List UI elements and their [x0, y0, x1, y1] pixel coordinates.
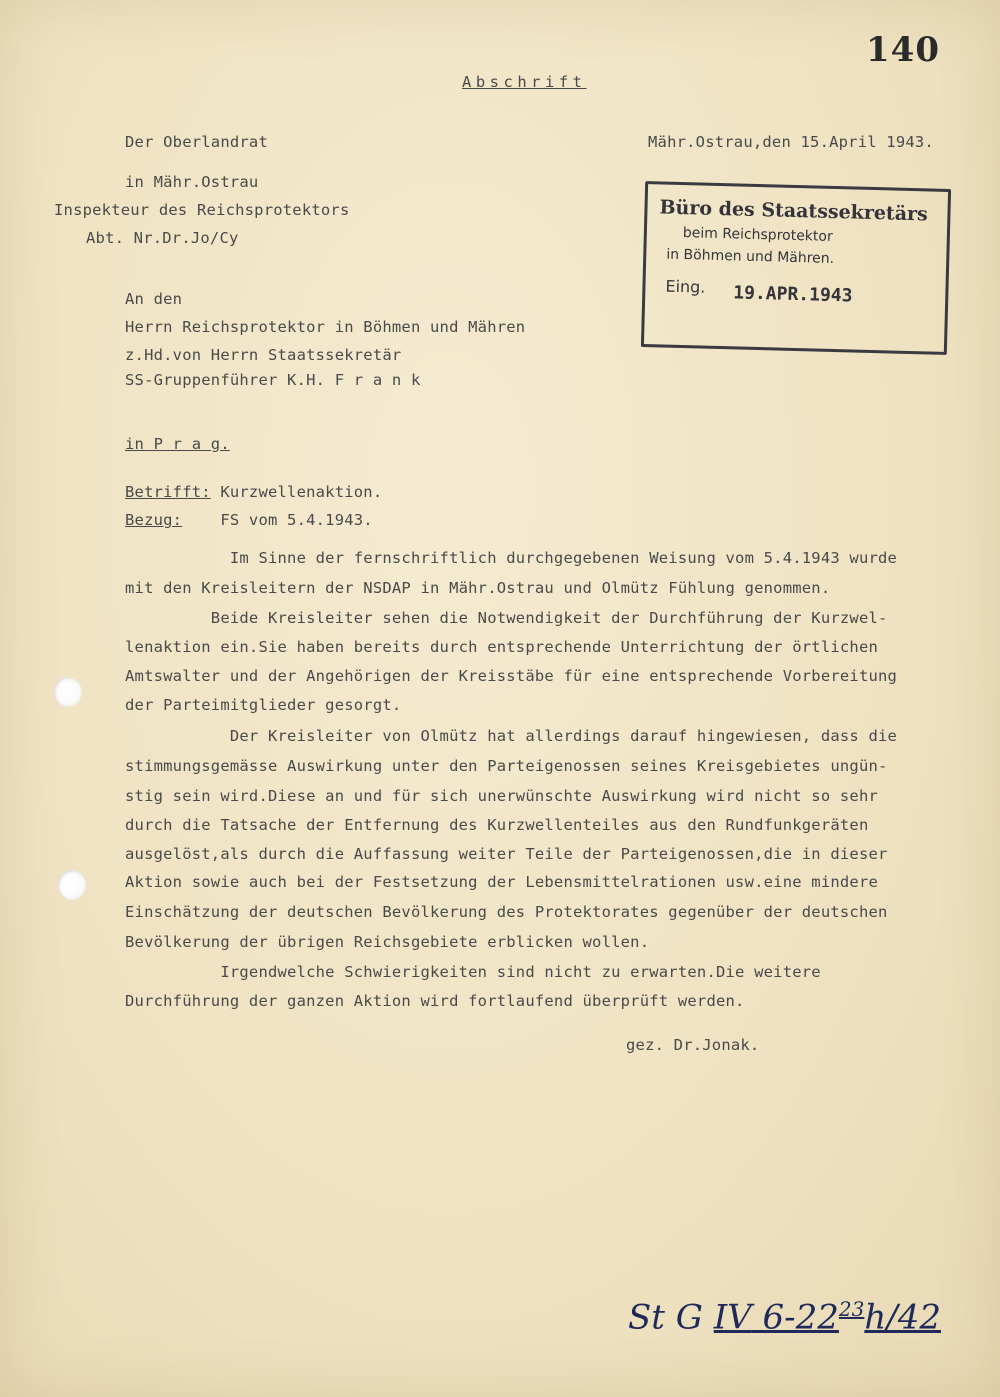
- handwritten-prefix: St G: [628, 1297, 714, 1338]
- subject-line: [125, 482, 382, 502]
- handwritten-sup: 23: [838, 1297, 865, 1321]
- stamp-line-3: in Böhmen und Mähren.: [666, 246, 835, 267]
- handwritten-suffix: h/42: [864, 1297, 941, 1338]
- body-line: durch die Tatsache der Entfernung des Kurzwellenteiles aus den Rundfunkgeräten: [125, 816, 869, 834]
- body-line: ausgelöst,als durch die Auffassung weiter Teile der Parteigenossen,die in dieser: [125, 845, 888, 863]
- body-line: Bevölkerung der übrigen Reichsgebiete erblicken wollen.: [125, 933, 650, 951]
- reference-label: Bezug:: [125, 511, 183, 529]
- sender-reference: Abt. Nr.Dr.Jo/Cy: [86, 229, 239, 247]
- body-line: mit den Kreisleitern der NSDAP in Mähr.Ostrau und Olmütz Fühlung genommen.: [125, 579, 831, 597]
- punch-hole: [58, 870, 86, 900]
- receipt-stamp: [641, 181, 951, 355]
- recipient-city: in P r a g.: [125, 435, 230, 453]
- place-date: Mähr.Ostrau,den 15.April 1943.: [648, 133, 934, 151]
- body-line: Irgendwelche Schwierigkeiten sind nicht zu erwarten.Die weitere: [125, 963, 821, 981]
- recipient-line-4: SS-Gruppenführer K.H. F r a n k: [125, 371, 421, 389]
- recipient-line-3: z.Hd.von Herrn Staatssekretär: [125, 346, 402, 364]
- punch-hole: [54, 677, 82, 707]
- subject-value: Kurzwellenaktion.: [210, 483, 383, 501]
- document-heading: Abschrift: [462, 73, 587, 91]
- folio-number: 140: [866, 30, 940, 70]
- handwritten-ref: 6-22: [751, 1297, 839, 1338]
- body-line: Beide Kreisleiter sehen die Notwendigkeit der Durchführung der Kurzwel-: [125, 609, 888, 627]
- stamp-label: Eing.: [665, 276, 706, 297]
- body-line: stig sein wird.Diese an und für sich unerwünschte Auswirkung wird nicht so sehr: [125, 787, 879, 805]
- body-line: stimmungsgemässe Auswirkung unter den Parteigenossen seines Kreisgebietes ungün-: [125, 757, 888, 775]
- reference-value: FS vom 5.4.1943.: [182, 511, 373, 529]
- body-line: der Parteimitglieder gesorgt.: [125, 696, 402, 714]
- recipient-line-2: Herrn Reichsprotektor in Böhmen und Mähren: [125, 318, 526, 336]
- reference-line: [125, 510, 373, 530]
- body-line: Aktion sowie auch bei der Festsetzung der Lebensmittelrationen usw.eine mindere: [125, 873, 879, 891]
- stamp-line-2: beim Reichsprotektor: [682, 225, 833, 245]
- recipient-line-1: An den: [125, 290, 183, 308]
- handwritten-file-reference: [628, 1297, 941, 1337]
- stamp-date: 19.APR.1943: [733, 282, 853, 307]
- sender-line-3: Inspekteur des Reichsprotektors: [54, 201, 350, 219]
- sender-line-1: Der Oberlandrat: [125, 133, 268, 151]
- subject-label: Betrifft:: [125, 483, 211, 501]
- body-line: Einschätzung der deutschen Bevölkerung des Protektorates gegenüber der deutschen: [125, 903, 888, 921]
- body-line: lenaktion ein.Sie haben bereits durch entsprechende Unterrichtung der örtlichen: [125, 638, 879, 656]
- body-line: Amtswalter und der Angehörigen der Kreisstäbe für eine entsprechende Vorbereitung: [125, 667, 898, 685]
- signature: gez. Dr.Jonak.: [626, 1036, 760, 1054]
- body-line: Der Kreisleiter von Olmütz hat allerdings darauf hingewiesen, dass die: [125, 727, 898, 745]
- sender-line-2: in Mähr.Ostrau: [125, 173, 259, 191]
- body-line: Durchführung der ganzen Aktion wird fortlaufend überprüft werden.: [125, 992, 745, 1010]
- stamp-line-1: Büro des Staatssekretärs: [659, 196, 929, 226]
- handwritten-roman: IV: [713, 1297, 752, 1338]
- body-line: Im Sinne der fernschriftlich durchgegebenen Weisung vom 5.4.1943 wurde: [125, 549, 898, 567]
